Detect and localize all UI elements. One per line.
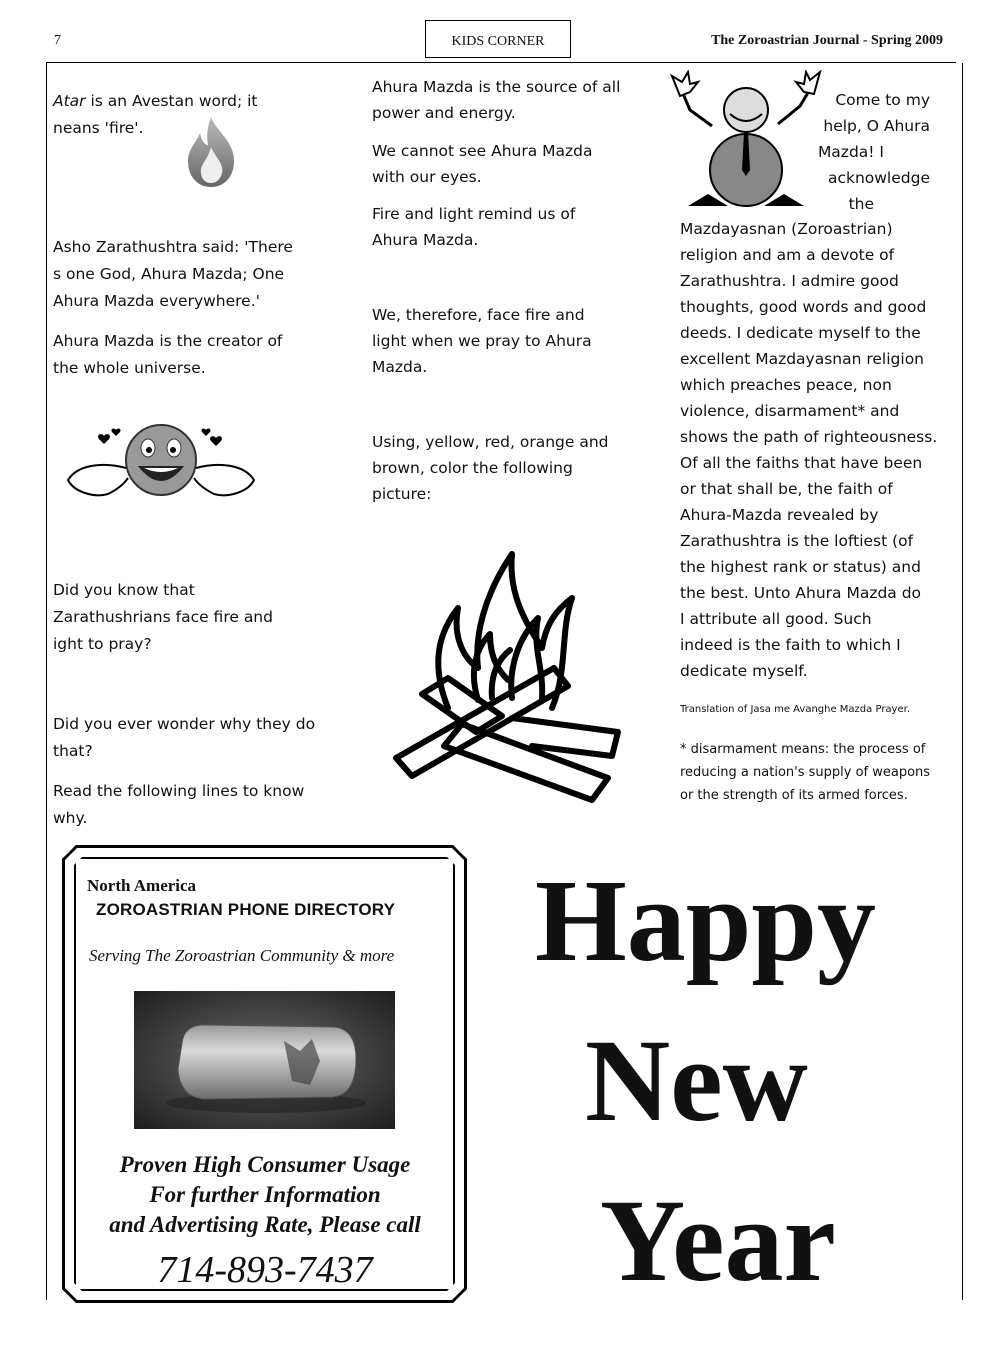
text-line: with our eyes. xyxy=(372,168,482,186)
text-line: Ahura-Mazda revealed by xyxy=(680,506,879,524)
know-paragraph xyxy=(53,577,273,658)
text-line: violence, disarmament* and xyxy=(680,402,900,420)
translation-note: Translation of Jasa me Avanghe Mazda Prayer. xyxy=(680,704,910,715)
smiley-icon xyxy=(64,418,258,504)
text-line: We cannot see Ahura Mazda xyxy=(372,142,593,160)
text-line: why. xyxy=(53,809,88,827)
text-line: For further Information xyxy=(149,1182,381,1207)
text-line: Did you ever wonder why they do xyxy=(53,715,316,733)
text-line: deeds. I dedicate myself to the xyxy=(680,324,921,342)
atar-word: Atar xyxy=(53,92,86,110)
text-line: help, O Ahura xyxy=(823,117,930,135)
text-line: picture: xyxy=(372,485,432,503)
ad-directory-title: ZOROASTRIAN PHONE DIRECTORY xyxy=(96,900,396,919)
right-border xyxy=(962,63,963,1300)
campfire-coloring-icon xyxy=(382,548,626,814)
text-line: ight to pray? xyxy=(53,635,152,653)
text-line: Mazda. xyxy=(372,358,428,376)
text-line: Come to my xyxy=(835,91,930,109)
text-line: Zarathushtra. I admire good xyxy=(680,272,899,290)
greeting-new: New xyxy=(585,1015,808,1146)
text-line: power and energy. xyxy=(372,104,516,122)
text-line: dedicate myself. xyxy=(680,662,808,680)
atar-rest: is an Avestan word; it xyxy=(85,92,258,110)
atar-line2: neans 'fire'. xyxy=(53,119,144,137)
cylinder-image xyxy=(134,991,395,1129)
asho-paragraph xyxy=(53,234,293,315)
color-instructions xyxy=(372,429,608,507)
text-line: Mazdayasnan (Zoroastrian) xyxy=(680,220,893,238)
text-line: Ahura Mazda is the source of all xyxy=(372,78,621,96)
read-paragraph xyxy=(53,778,304,832)
page-number: 7 xyxy=(54,33,61,48)
text-line: shows the path of righteousness. xyxy=(680,428,938,446)
wonder-paragraph xyxy=(53,711,315,765)
text-line: s one God, Ahura Mazda; One xyxy=(53,265,285,283)
flame-icon xyxy=(182,115,240,189)
prayer-text xyxy=(680,216,940,684)
text-line: Using, yellow, red, orange and xyxy=(372,433,609,451)
remind-paragraph xyxy=(372,201,575,253)
cannot-paragraph xyxy=(372,138,593,190)
text-line: light when we pray to Ahura xyxy=(372,332,592,350)
creator-paragraph xyxy=(53,328,282,382)
text-line: Of all the faiths that have been xyxy=(680,454,923,472)
footnote xyxy=(680,738,945,807)
text-line: the best. Unto Ahura Mazda do xyxy=(680,584,922,602)
text-line: that? xyxy=(53,742,93,760)
journal-title: The Zoroastrian Journal - Spring 2009 xyxy=(711,33,943,48)
greeting-year: Year xyxy=(600,1175,836,1306)
text-line: Asho Zarathushtra said: 'There xyxy=(53,238,293,256)
header-rule xyxy=(46,62,956,63)
text-line: the xyxy=(848,195,874,213)
text-line: religion and am a devote of xyxy=(680,246,895,264)
text-line: Mazda! I xyxy=(817,143,884,161)
text-line: I attribute all good. Such xyxy=(680,610,872,628)
text-line: indeed is the faith to which I xyxy=(680,636,901,654)
text-line: Fire and light remind us of xyxy=(372,205,576,223)
text-line: or that shall be, the faith of xyxy=(680,480,893,498)
text-line: reducing a nation's supply of weapons xyxy=(680,765,931,780)
text-line: Ahura Mazda. xyxy=(372,231,479,249)
therefore-paragraph xyxy=(372,302,592,380)
ad-call-to-action xyxy=(70,1150,460,1240)
ad-tagline: Serving The Zoroastrian Community & more xyxy=(89,946,395,965)
text-line: thoughts, good words and good xyxy=(680,298,927,316)
section-title: KIDS CORNER xyxy=(425,20,571,58)
text-line: Proven High Consumer Usage xyxy=(119,1152,411,1177)
ad-region: North America xyxy=(87,876,197,895)
text-line: or the strength of its armed forces. xyxy=(680,788,908,803)
text-line: We, therefore, face fire and xyxy=(372,306,585,324)
text-line: Zarathushrians face fire and xyxy=(53,608,273,626)
text-line: Did you know that xyxy=(53,581,195,599)
text-line: acknowledge xyxy=(827,169,930,187)
cyrus-cylinder-photo xyxy=(134,991,395,1129)
text-line: Ahura Mazda is the creator of xyxy=(53,332,283,350)
prayer-opening xyxy=(800,87,930,217)
text-line: which preaches peace, non xyxy=(680,376,892,394)
text-line: brown, color the following xyxy=(372,459,573,477)
text-line: the whole universe. xyxy=(53,359,206,377)
text-line: Read the following lines to know xyxy=(53,782,305,800)
text-line: and Advertising Rate, Please call xyxy=(109,1212,421,1237)
source-paragraph xyxy=(372,74,620,126)
left-border xyxy=(46,63,47,1300)
ad-phone-number: 714-893-7437 xyxy=(157,1249,373,1291)
text-line: the highest rank or status) and xyxy=(680,558,921,576)
text-line: Ahura Mazda everywhere.' xyxy=(53,292,260,310)
text-line: * disarmament means: the process of xyxy=(680,742,926,757)
text-line: Zarathushtra is the loftiest (of xyxy=(680,532,914,550)
greeting-happy: Happy xyxy=(535,855,877,986)
text-line: excellent Mazdayasnan religion xyxy=(680,350,924,368)
